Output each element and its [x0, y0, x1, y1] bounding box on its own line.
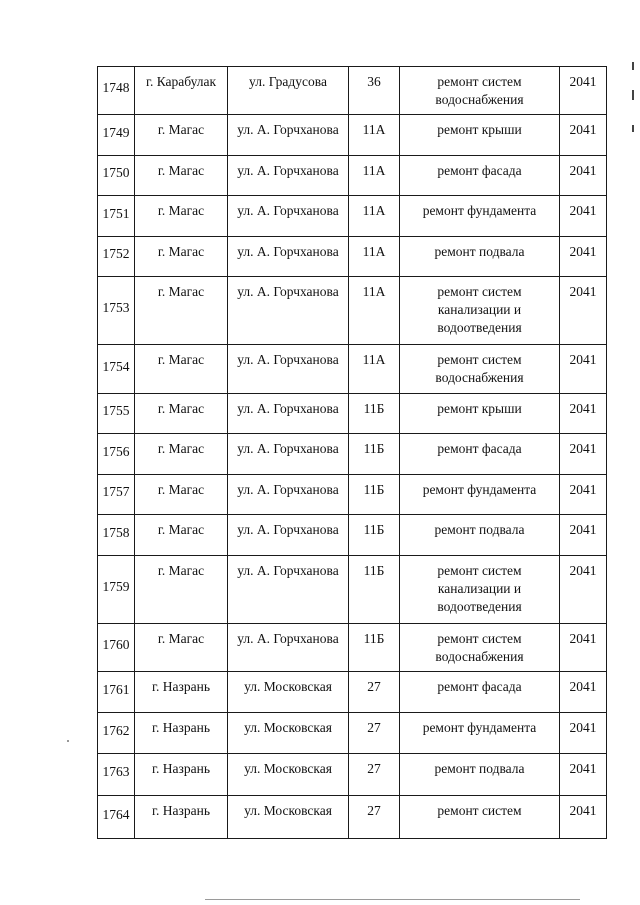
cell-num: 1748 [98, 67, 135, 115]
table-row [98, 754, 607, 796]
cell-year: 2041 [560, 754, 607, 796]
cell-year: 2041 [560, 67, 607, 115]
cell-city: г. Магас [135, 345, 228, 394]
cell-year: 2041 [560, 196, 607, 237]
cell-street: ул. Московская [228, 754, 349, 796]
cell-city: г. Назрань [135, 754, 228, 796]
cell-city: г. Магас [135, 475, 228, 515]
cell-city: г. Магас [135, 277, 228, 345]
cell-house: 11А [349, 156, 400, 196]
table-row [98, 796, 607, 839]
cell-work: ремонт фундамента [400, 713, 560, 754]
cell-house: 11Б [349, 624, 400, 672]
cell-house: 11Б [349, 556, 400, 624]
cell-house: 27 [349, 754, 400, 796]
scan-speck [67, 740, 69, 742]
cell-city: г. Назрань [135, 672, 228, 713]
scan-edge-mark [632, 125, 634, 132]
cell-city: г. Магас [135, 196, 228, 237]
table-row [98, 515, 607, 556]
cell-street: ул. А. Горчханова [228, 624, 349, 672]
cell-num: 1763 [98, 754, 135, 796]
cell-year: 2041 [560, 672, 607, 713]
cell-year: 2041 [560, 515, 607, 556]
cell-num: 1755 [98, 394, 135, 434]
cell-year: 2041 [560, 345, 607, 394]
cell-city: г. Магас [135, 394, 228, 434]
cell-year: 2041 [560, 394, 607, 434]
cell-city: г. Назрань [135, 796, 228, 839]
scan-edge-mark [632, 90, 634, 100]
cell-house: 11А [349, 345, 400, 394]
cell-num: 1750 [98, 156, 135, 196]
cell-street: ул. Градусова [228, 67, 349, 115]
cell-num: 1753 [98, 277, 135, 345]
cell-street: ул. А. Горчханова [228, 556, 349, 624]
cell-house: 11А [349, 277, 400, 345]
cell-num: 1762 [98, 713, 135, 754]
cell-street: ул. А. Горчханова [228, 196, 349, 237]
table-row [98, 434, 607, 475]
cell-city: г. Магас [135, 515, 228, 556]
cell-house: 27 [349, 796, 400, 839]
cell-num: 1764 [98, 796, 135, 839]
cell-year: 2041 [560, 475, 607, 515]
table-row [98, 475, 607, 515]
cell-house: 36 [349, 67, 400, 115]
cell-work: ремонт фундамента [400, 475, 560, 515]
cell-street: ул. А. Горчханова [228, 345, 349, 394]
cell-house: 11А [349, 115, 400, 156]
cell-city: г. Магас [135, 115, 228, 156]
cell-work: ремонт подвала [400, 237, 560, 277]
cell-house: 11Б [349, 475, 400, 515]
cell-work: ремонт подвала [400, 515, 560, 556]
cell-street: ул. Московская [228, 796, 349, 839]
table-row [98, 115, 607, 156]
cell-house: 11А [349, 196, 400, 237]
cell-year: 2041 [560, 277, 607, 345]
cell-year: 2041 [560, 796, 607, 839]
table-row [98, 394, 607, 434]
table-row [98, 196, 607, 237]
cell-house: 11Б [349, 515, 400, 556]
cell-work: ремонт фундамента [400, 196, 560, 237]
table-body [98, 67, 607, 839]
cell-work: ремонт систем водоснабжения [400, 67, 560, 115]
scan-edge-mark [632, 62, 634, 70]
cell-num: 1749 [98, 115, 135, 156]
cell-house: 11Б [349, 394, 400, 434]
cell-house: 27 [349, 713, 400, 754]
table-row [98, 277, 607, 345]
cell-num: 1760 [98, 624, 135, 672]
cell-work: ремонт крыши [400, 394, 560, 434]
cell-city: г. Магас [135, 237, 228, 277]
cell-work: ремонт систем водоснабжения [400, 345, 560, 394]
cell-city: г. Магас [135, 434, 228, 475]
cell-year: 2041 [560, 624, 607, 672]
cell-num: 1751 [98, 196, 135, 237]
cell-num: 1752 [98, 237, 135, 277]
cell-year: 2041 [560, 713, 607, 754]
cell-city: г. Магас [135, 156, 228, 196]
cell-work: ремонт фасада [400, 434, 560, 475]
table-row [98, 556, 607, 624]
cell-house: 27 [349, 672, 400, 713]
table-row [98, 237, 607, 277]
cell-work: ремонт крыши [400, 115, 560, 156]
table-row [98, 672, 607, 713]
cell-street: ул. А. Горчханова [228, 475, 349, 515]
cell-city: г. Карабулак [135, 67, 228, 115]
cell-num: 1756 [98, 434, 135, 475]
cell-street: ул. А. Горчханова [228, 237, 349, 277]
works-table [97, 66, 607, 839]
cell-year: 2041 [560, 434, 607, 475]
cell-num: 1759 [98, 556, 135, 624]
table-row [98, 624, 607, 672]
cell-street: ул. А. Горчханова [228, 277, 349, 345]
cell-work: ремонт систем канализации и водоотведения [400, 556, 560, 624]
cell-work: ремонт систем [400, 796, 560, 839]
cell-house: 11А [349, 237, 400, 277]
cell-num: 1754 [98, 345, 135, 394]
cell-street: ул. А. Горчханова [228, 394, 349, 434]
cell-street: ул. А. Горчханова [228, 515, 349, 556]
cell-street: ул. Московская [228, 672, 349, 713]
cell-year: 2041 [560, 237, 607, 277]
table-row [98, 345, 607, 394]
table-row [98, 67, 607, 115]
cell-city: г. Магас [135, 556, 228, 624]
cell-work: ремонт фасада [400, 672, 560, 713]
cell-street: ул. Московская [228, 713, 349, 754]
cell-num: 1758 [98, 515, 135, 556]
cell-street: ул. А. Горчханова [228, 115, 349, 156]
cell-city: г. Магас [135, 624, 228, 672]
scan-edge-line [205, 899, 580, 900]
cell-year: 2041 [560, 156, 607, 196]
cell-city: г. Назрань [135, 713, 228, 754]
cell-work: ремонт фасада [400, 156, 560, 196]
cell-work: ремонт систем канализации и водоотведения [400, 277, 560, 345]
cell-street: ул. А. Горчханова [228, 434, 349, 475]
cell-year: 2041 [560, 115, 607, 156]
cell-house: 11Б [349, 434, 400, 475]
cell-num: 1757 [98, 475, 135, 515]
cell-work: ремонт систем водоснабжения [400, 624, 560, 672]
cell-year: 2041 [560, 556, 607, 624]
table-row [98, 156, 607, 196]
cell-num: 1761 [98, 672, 135, 713]
table-row [98, 713, 607, 754]
cell-street: ул. А. Горчханова [228, 156, 349, 196]
cell-work: ремонт подвала [400, 754, 560, 796]
